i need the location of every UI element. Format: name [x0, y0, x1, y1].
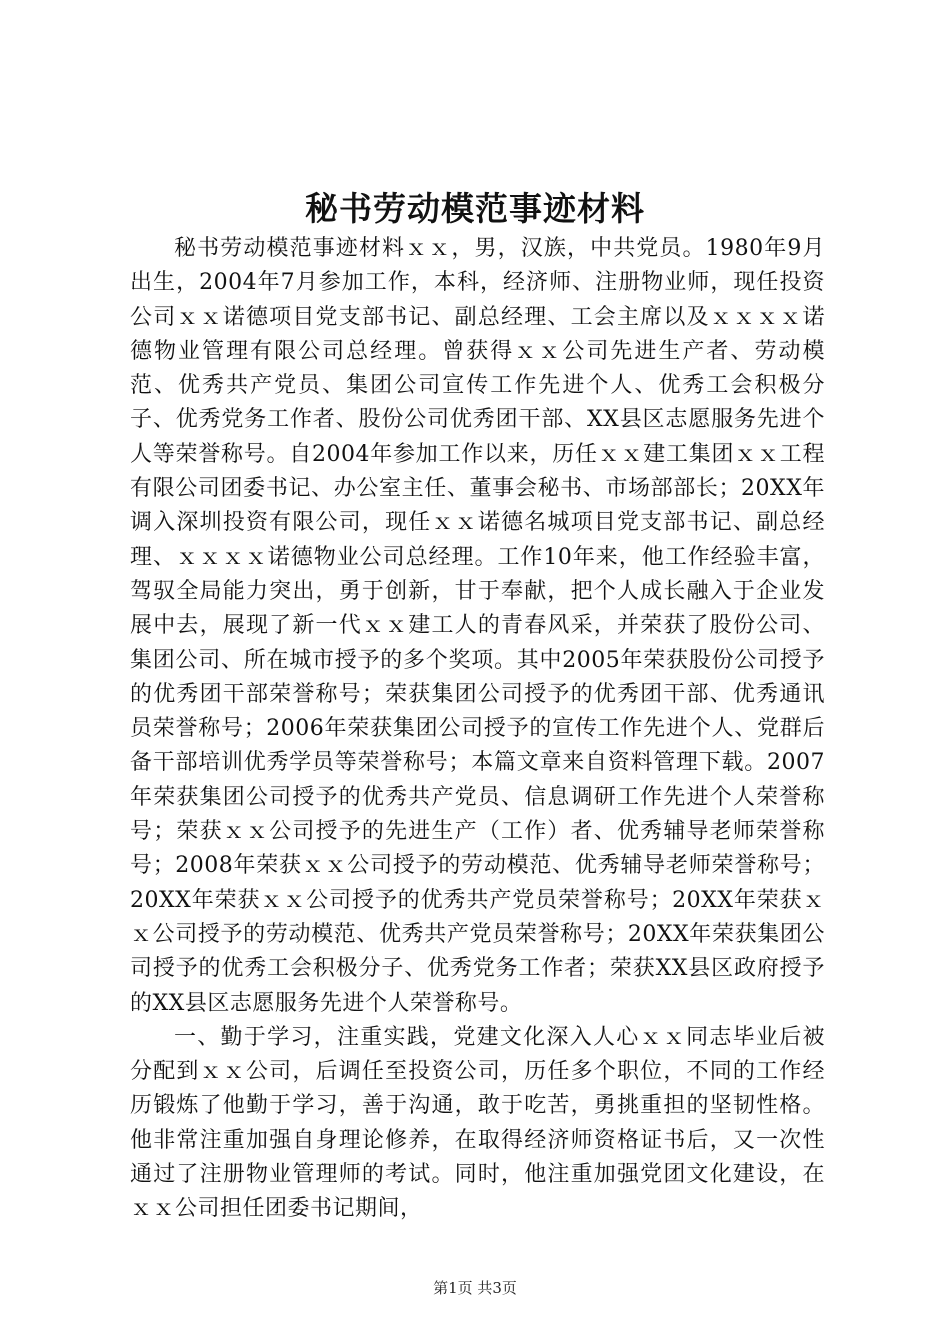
document-title: 秘书劳动模范事迹材料 [305, 189, 645, 228]
body-paragraph-2: 一、勤于学习，注重实践，党建文化深入人心ｘｘ同志毕业后被分配到ｘｘ公司，后调任至投资公司，历任多个职位，不同的工作经历锻炼了他勤于学习，善于沟通，敢于吃苦，勇挑重担的坚韧性格。他非常注重加强自身理论修养，在取得经济师资格证书后，又一次性通过了注册物业管理师的考试。同时，他注重加强党团文化建设，在ｘｘ公司担任团委书记期间， [130, 1024, 825, 1222]
body-paragraph-1: 秘书劳动模范事迹材料ｘｘ，男，汉族，中共党员。1980年9月出生，2004年7月参加工作，本科，经济师、注册物业师，现任投资公司ｘｘ诺德项目党支部书记、副总经理、工会主席以及ｘｘｘｘ诺德物业管理有限公司总经理。曾获得ｘｘ公司先进生产者、劳动模范、优秀共产党员、集团公司宣传工作先进个人、优秀工会积极分子、优秀党务工作者、股份公司优秀团干部、XX县区志愿服务先进个人等荣誉称号。自2004年参加工作以来，历任ｘｘ建工集团ｘｘ工程有限公司团委书记、办公室主任、董事会秘书、市场部部长；20XX年调入深圳投资有限公司，现任ｘｘ诺德名城项目党支部书记、副总经理、ｘｘｘｘ诺德物业公司总经理。工作10年来，他工作经验丰富，驾驭全局能力突出，勇于创新，甘于奉献，把个人成长融入于企业发展中去，展现了新一代ｘｘ建工人的青春风采，并荣获了股份公司、集团公司、所在城市授予的多个奖项。其中2005年荣获股份公司授予的优秀团干部荣誉称号；荣获集团公司授予的优秀团干部、优秀通讯员荣誉称号；2006年荣获集团公司授予的宣传工作先进个人、党群后备干部培训优秀学员等荣誉称号；本篇文章来自资料管理下载。2007年荣获集团公司授予的优秀共产党员、信息调研工作先进个人荣誉称号；荣获ｘｘ公司授予的先进生产（工作）者、优秀辅导老师荣誉称号；2008年荣获ｘｘ公司授予的劳动模范、优秀辅导老师荣誉称号；20XX年荣获ｘｘ公司授予的优秀共产党员荣誉称号；20XX年荣获ｘｘ公司授予的劳动模范、优秀共产党员荣誉称号；20XX年荣获集团公司授予的优秀工会积极分子、优秀党务工作者；荣获XX县区政府授予的XX县区志愿服务先进个人荣誉称号。 [130, 236, 825, 1016]
document-body [130, 232, 825, 1227]
page-footer [0, 1278, 950, 1298]
page-number-label: 第1页 共3页 [433, 1279, 517, 1297]
